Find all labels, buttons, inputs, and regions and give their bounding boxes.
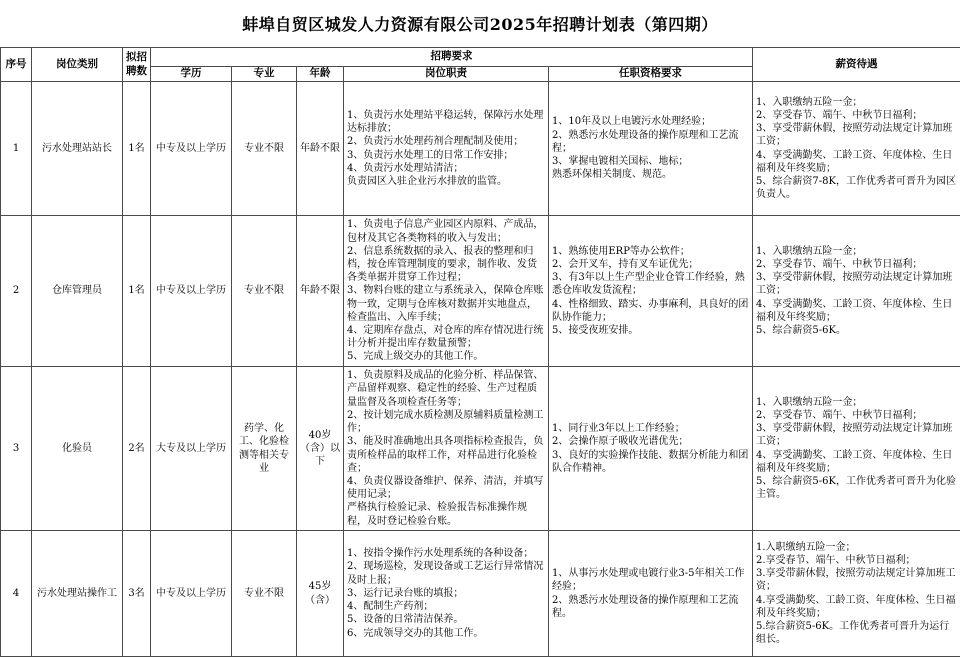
duty-line: 4、定期库存盘点，对仓库的库存情况进行统计分析并提出库存数量预警； xyxy=(347,324,545,350)
duty-line: 6、完成领导交办的其他工作。 xyxy=(347,627,545,640)
qualification-line: 4、性格细致、踏实、办事麻利，具良好的团队协作能力； xyxy=(552,298,749,324)
salary-line: 4、享受满勤奖、工龄工资、年度体检、生日福利及年终奖励； xyxy=(756,149,957,175)
duty-line: 4、配制生产药剂； xyxy=(347,600,545,613)
row-qualifications xyxy=(549,367,753,531)
row-seq: 1 xyxy=(1,82,32,216)
row-duties xyxy=(344,367,549,531)
qualification-line: 3、有3年以上生产型企业仓管工作经验，熟悉仓库收发货流程； xyxy=(552,271,749,297)
salary-line: 3、享受带薪休假，按照劳动法规定计算加班工资； xyxy=(756,422,957,448)
row-education: 中专及以上学历 xyxy=(151,82,232,216)
duty-line: 2、现场巡检，发现设备或工艺运行异常情况及时上报； xyxy=(347,560,545,586)
header-salary: 薪资待遇 xyxy=(753,48,960,82)
row-education: 大专及以上学历 xyxy=(151,367,232,531)
table-row xyxy=(1,216,960,367)
row-age: 年龄不限 xyxy=(297,82,344,216)
duty-line: 3、物料台账的建立与系统录入，保障仓库账物一致，定期与仓库核对数据并实地盘点，检查监出、入库手续； xyxy=(347,284,545,324)
table-row xyxy=(1,82,960,216)
salary-line: 4.享受满勤奖、工龄工资、年度体检、生日福利及年终奖励； xyxy=(756,594,957,620)
salary-line: 5、综合薪资7-8K，工作优秀者可晋升为园区负责人。 xyxy=(756,175,957,201)
qualification-line: 3、良好的实验操作技能、数据分析能力和团队合作精神。 xyxy=(552,449,749,475)
header-education: 学历 xyxy=(151,67,232,82)
row-category: 化验员 xyxy=(32,367,123,531)
header-category: 岗位类别 xyxy=(32,48,123,82)
duty-line: 3、负责污水处理工的日常工作安排； xyxy=(347,149,545,162)
qualification-line: 2、熟悉污水处理设备的操作原理和工艺流程； xyxy=(552,129,749,155)
recruitment-table xyxy=(0,47,960,657)
salary-line: 1、入职缴纳五险一金； xyxy=(756,245,957,258)
header-count: 拟招聘数 xyxy=(123,48,151,82)
row-qualifications xyxy=(549,82,753,216)
duty-line: 2、负责污水处理药剂合理配制及使用； xyxy=(347,135,545,148)
qualification-line: 1、从事污水处理或电镀行业3-5年相关工作经验； xyxy=(552,567,749,593)
duty-line: 严格执行检验记录、检验报告标准操作规程，及时登记检验台账。 xyxy=(347,501,545,527)
row-education: 中专及以上学历 xyxy=(151,531,232,657)
salary-line: 4、享受满勤奖、工龄工资、年度体检、生日福利及年终奖励； xyxy=(756,298,957,324)
row-count: 2名 xyxy=(123,367,151,531)
row-salary xyxy=(753,216,960,367)
row-seq: 3 xyxy=(1,367,32,531)
qualification-line: 3、掌握电镀相关国标、地标； xyxy=(552,155,749,168)
qualification-line: 1、熟练使用ERP等办公软件； xyxy=(552,245,749,258)
duty-line: 1、按指令操作污水处理系统的各种设备； xyxy=(347,547,545,560)
duty-line: 5、设备的日常清洁保养。 xyxy=(347,613,545,626)
row-category: 仓库管理员 xyxy=(32,216,123,367)
row-category: 污水处理站站长 xyxy=(32,82,123,216)
qualification-line: 熟悉环保相关制度、规范。 xyxy=(552,168,749,181)
header-qualifications: 任职资格要求 xyxy=(549,67,753,82)
row-seq: 2 xyxy=(1,216,32,367)
row-age: 40岁（含）以下 xyxy=(297,367,344,531)
salary-line: 2、享受春节、端午、中秋节日福利； xyxy=(756,109,957,122)
row-major: 药学、化工、化验检测等相关专业 xyxy=(232,367,297,531)
qualification-line: 5、接受夜班安排。 xyxy=(552,324,749,337)
row-category: 污水处理站操作工 xyxy=(32,531,123,657)
salary-line: 4、享受满勤奖、工龄工资、年度体检、生日福利及年终奖励； xyxy=(756,449,957,475)
qualification-line: 1、同行业3年以上工作经验； xyxy=(552,422,749,435)
row-duties xyxy=(344,531,549,657)
duty-line: 3、能及时准确地出具各项指标检查报告，负责所检样品的取样工作，对样品进行化验检查； xyxy=(347,435,545,475)
row-salary xyxy=(753,82,960,216)
page-title-bar xyxy=(0,0,960,47)
duty-line: 4、负责污水处理站清洁； xyxy=(347,162,545,175)
qualification-line: 2、熟悉污水处理设备的操作原理和工艺流程。 xyxy=(552,594,749,620)
row-major: 专业不限 xyxy=(232,531,297,657)
salary-line: 2、享受春节、端午、中秋节日福利； xyxy=(756,409,957,422)
duty-line: 1、负责原料及成品的化验分析、样品保管、产品留样观察、稳定性的经验、生产过程质量监督及各项检查任务等； xyxy=(347,369,545,409)
row-age: 年龄不限 xyxy=(297,216,344,367)
salary-line: 3、享受带薪休假，按照劳动法规定计算加班工资； xyxy=(756,271,957,297)
salary-line: 5、综合薪资5-6K，工作优秀者可晋升为化验主管。 xyxy=(756,475,957,501)
page-title: 蚌埠自贸区城发人力资源有限公司2025年招聘计划表（第四期） xyxy=(242,12,718,35)
row-seq: 4 xyxy=(1,531,32,657)
duty-line: 2、信息系统数据的录入、报表的整理和归档，按仓库管理制度的要求，制作收、发货各类单据并贯穿工作过程； xyxy=(347,245,545,285)
duty-line: 负责园区入驻企业污水排放的监管。 xyxy=(347,175,545,188)
row-count: 1名 xyxy=(123,82,151,216)
row-major: 专业不限 xyxy=(232,216,297,367)
duty-line: 1、负责污水处理站平稳运转，保障污水处理达标排放； xyxy=(347,109,545,135)
header-row-top xyxy=(1,48,960,67)
duty-line: 5、完成上级交办的其他工作。 xyxy=(347,350,545,363)
salary-line: 1、入职缴纳五险一金； xyxy=(756,96,957,109)
salary-line: 1、入职缴纳五险一金； xyxy=(756,396,957,409)
row-major: 专业不限 xyxy=(232,82,297,216)
duty-line: 4、负责仪器设备维护、保养、清洁，并填写使用记录； xyxy=(347,475,545,501)
qualification-line: 1、10年及以上电镀污水处理经验； xyxy=(552,115,749,128)
duty-line: 2、按计划完成水质检测及原辅料质量检测工作； xyxy=(347,409,545,435)
salary-line: 5.综合薪资5-6K。工作优秀者可晋升为运行组长。 xyxy=(756,620,957,646)
duty-line: 1、负责电子信息产业园区内原料、产成品，包材及其它各类物料的收入与发出； xyxy=(347,218,545,244)
header-requirements: 招聘要求 xyxy=(151,48,753,67)
table-row xyxy=(1,531,960,657)
qualification-line: 2、会操作原子吸收光谱优先； xyxy=(552,435,749,448)
header-duties: 岗位职责 xyxy=(344,67,549,82)
row-duties xyxy=(344,82,549,216)
row-qualifications xyxy=(549,216,753,367)
row-age: 45岁（含） xyxy=(297,531,344,657)
qualification-line: 2、会开叉车，持有叉车证优先； xyxy=(552,258,749,271)
header-age: 年龄 xyxy=(297,67,344,82)
table-row xyxy=(1,367,960,531)
row-duties xyxy=(344,216,549,367)
salary-line: 1.入职缴纳五险一金； xyxy=(756,541,957,554)
header-seq: 序号 xyxy=(1,48,32,82)
salary-line: 3.享受带薪休假，按照劳动法规定计算加班工资； xyxy=(756,567,957,593)
row-salary xyxy=(753,531,960,657)
salary-line: 2.享受春节、端午、中秋节日福利； xyxy=(756,554,957,567)
duty-line: 3、运行记录台账的填报； xyxy=(347,587,545,600)
salary-line: 5、综合薪资5-6K。 xyxy=(756,324,957,337)
row-education: 中专及以上学历 xyxy=(151,216,232,367)
row-qualifications xyxy=(549,531,753,657)
row-salary xyxy=(753,367,960,531)
salary-line: 2、享受春节、端午、中秋节日福利； xyxy=(756,258,957,271)
header-major: 专业 xyxy=(232,67,297,82)
row-count: 3名 xyxy=(123,531,151,657)
row-count: 1名 xyxy=(123,216,151,367)
salary-line: 3、享受带薪休假，按照劳动法规定计算加班工资； xyxy=(756,122,957,148)
